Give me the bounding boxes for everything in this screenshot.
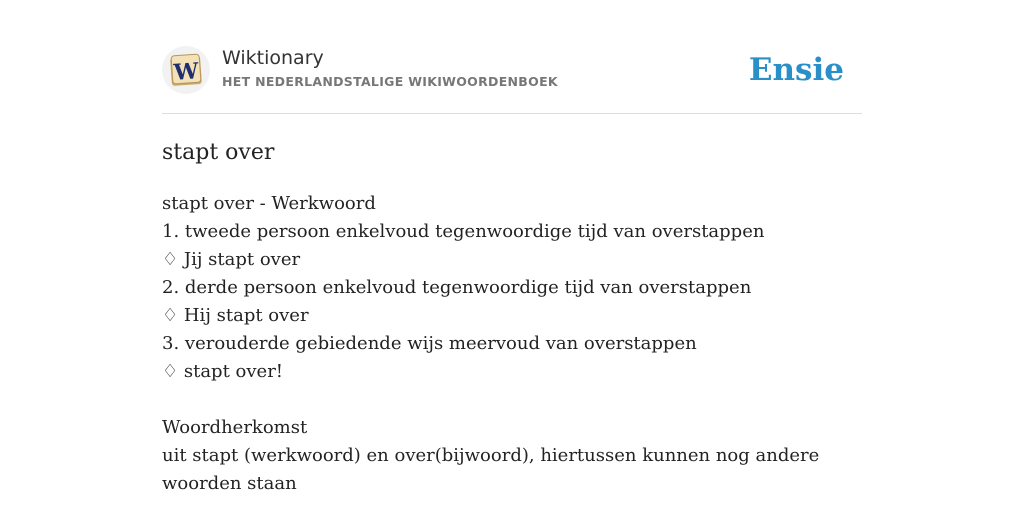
- definition-2: 2. derde persoon enkelvoud tegenwoordige tijd van overstappen: [162, 277, 752, 298]
- entry-content: [162, 190, 862, 498]
- etymology-text: uit stapt (werkwoord) en over(bijwoord), hiertussen kunnen nog andere woorden staan: [162, 445, 820, 494]
- entry-heading: stapt over - Werkwoord: [162, 193, 376, 214]
- etymology-heading: Woordherkomst: [162, 417, 308, 438]
- wiktionary-tile-icon: [168, 52, 204, 88]
- site-subtitle: HET NEDERLANDSTALIGE WIKIWOORDENBOEK: [222, 74, 558, 89]
- site-name[interactable]: Wiktionary: [222, 47, 324, 69]
- logo-letter: W: [172, 58, 200, 86]
- ensie-brand-link[interactable]: Ensie: [748, 52, 844, 88]
- page-container: [162, 0, 862, 494]
- example-2: ♢ Hij stapt over: [162, 305, 309, 326]
- site-header: [162, 0, 862, 114]
- example-3: ♢ stapt over!: [162, 361, 284, 382]
- example-1: ♢ Jij stapt over: [162, 249, 301, 270]
- page-title: stapt over: [162, 140, 275, 165]
- definition-1: 1. tweede persoon enkelvoud tegenwoordige tijd van overstappen: [162, 221, 765, 242]
- definition-3: 3. verouderde gebiedende wijs meervoud van overstappen: [162, 333, 697, 354]
- wiktionary-logo[interactable]: [162, 46, 210, 94]
- section-spacer: [162, 386, 862, 414]
